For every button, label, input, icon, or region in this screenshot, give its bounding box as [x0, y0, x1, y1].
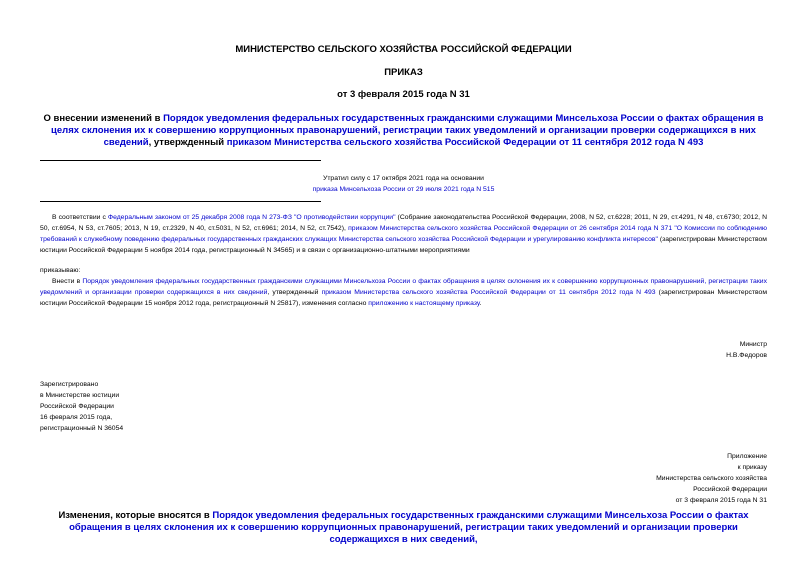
- appendix-block: [560, 451, 767, 506]
- link-order-493[interactable]: приказом Министерства сельского хозяйства Российской Федерации от 11 сентября 2012 года N 493: [321, 289, 656, 296]
- changes-title-prefix: Изменения, которые вносятся в: [58, 510, 213, 521]
- title-middle: , утвержденный: [148, 137, 227, 148]
- preamble-text: В соответствии с: [52, 214, 108, 221]
- changes-title: [40, 510, 767, 546]
- body-paragraph: [40, 276, 767, 309]
- signature-position: Министр: [739, 341, 767, 348]
- signature-name: Н.В.Федоров: [726, 352, 767, 359]
- registration-line: Зарегистрировано: [40, 381, 99, 388]
- link-federal-law-273[interactable]: Федеральным законом от 25 декабря 2008 года N 273-ФЗ "О противодействии коррупции": [107, 214, 396, 221]
- title-link-procedure[interactable]: Порядок уведомления федеральных государственных гражданскими служащими Минсельхоза России о фактах обращения в целях склонения их к совершению коррупционных правонарушений, регистрации таких уведомлений и организации проверки содержащихся в них сведений: [51, 113, 764, 148]
- registration-line: в Министерстве юстиции: [40, 392, 120, 399]
- registration-line: Российской Федерации: [40, 403, 114, 410]
- preamble-paragraph: [40, 212, 767, 256]
- status-link[interactable]: приказа Минсельхоза России от 29 июля 2021 года N 515: [312, 186, 495, 193]
- body-text: Внести в: [52, 278, 83, 285]
- ministry-heading: МИНИСТЕРСТВО СЕЛЬСКОГО ХОЗЯЙСТВА РОССИЙСКОЙ ФЕДЕРАЦИИ: [235, 44, 572, 55]
- preamble-text: (Собрание законодательства Российской Федерации, 2008, N 52, ст.6228; 2011, N 29, ст.4291, N 48, ст.6730; 2012, N 50, ст.6954, N 53, ст.7605; 2013, N 19, ст.2329, N 40, ст.5031, N 52, ст.6961; 2014, N 52, ст.7542),: [40, 214, 768, 232]
- status-line: Утратил силу с 17 октября 2021 года на основании: [323, 175, 484, 182]
- body-text: , утвержденный: [267, 289, 322, 296]
- link-appendix[interactable]: приложению к настоящему приказу: [368, 300, 480, 307]
- body-text: .: [479, 300, 482, 307]
- status-note: [40, 173, 767, 195]
- appendix-line: к приказу: [737, 464, 767, 471]
- document-title: [40, 113, 767, 149]
- appendix-line: Министерства сельского хозяйства: [656, 475, 767, 482]
- appendix-line: Российской Федерации: [693, 486, 767, 493]
- registration-line: 16 февраля 2015 года,: [40, 414, 113, 421]
- signature-block: [560, 339, 767, 361]
- link-order-371[interactable]: приказом Министерства сельского хозяйства Российской Федерации от 26 сентября 2014 года N 371 "О Комиссии по соблюдению требований к служебному поведению федеральных государственных гражданских служащих Министерства сельского хозяйства Российской Федерации и урегулированию конфликта интересов": [40, 225, 767, 243]
- title-prefix: О внесении изменений в: [43, 113, 164, 124]
- body-text: (зарегистрирован Министерством юстиции Российской Федерации 15 ноября 2012 года, регистрационный N 25817), изменения согласно: [40, 289, 767, 307]
- title-link-order-493[interactable]: приказом Министерства сельского хозяйства Российской Федерации от 11 сентября 2012 года N 493: [226, 137, 704, 148]
- appendix-line: от 3 февраля 2015 года N 31: [675, 497, 767, 504]
- preamble-text: (зарегистрирован Министерством юстиции Российской Федерации 5 ноября 2014 года, регистрационный N 34565) и в связи с организационно-штатными мероприятиями: [40, 236, 767, 254]
- changes-title-link[interactable]: Порядок уведомления федеральных государственных гражданскими служащими Минсельхоза России о фактах обращения в целях склонения их к совершению коррупционных правонарушений, регистрации таких уведомлений и организации проверки содержащихся в них сведений,: [69, 510, 749, 545]
- appendix-line: Приложение: [727, 453, 767, 460]
- registration-block: [40, 379, 340, 434]
- doc-date-number: от 3 февраля 2015 года N 31: [337, 89, 470, 100]
- doc-type: ПРИКАЗ: [384, 67, 423, 78]
- link-procedure[interactable]: Порядок уведомления федеральных государственных гражданскими служащими Минсельхоза России о фактах обращения в целях склонения их к совершению коррупционных правонарушений, регистрации таких уведомлений и организации проверки содержащихся в них сведений: [40, 278, 767, 296]
- divider: [40, 201, 321, 202]
- divider: [40, 160, 321, 161]
- order-word: приказываю:: [40, 267, 81, 274]
- registration-line: регистрационный N 36054: [40, 425, 124, 432]
